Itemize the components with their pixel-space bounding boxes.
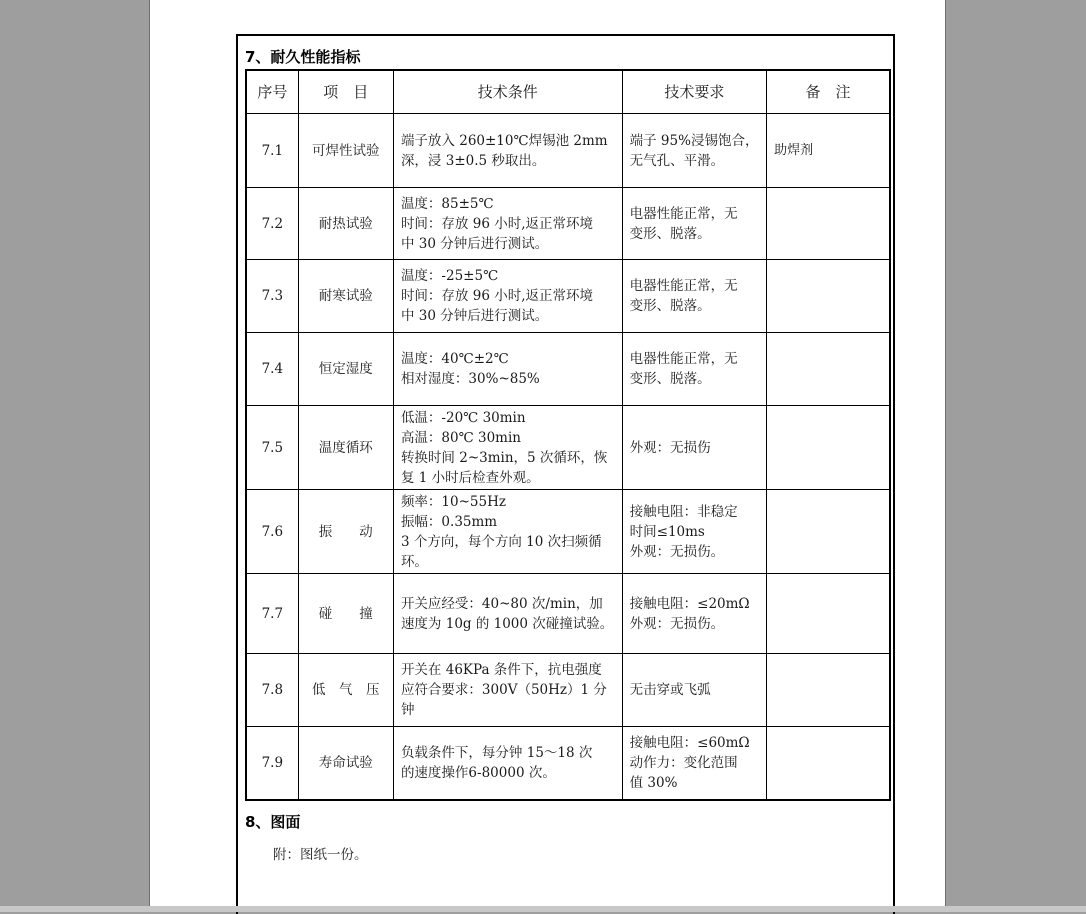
condition-line: 速度为 10g 的 1000 次碰撞试验。 [400, 615, 614, 632]
row-condition [393, 654, 622, 727]
row-requirement [622, 727, 766, 800]
table-header-row [246, 70, 890, 114]
requirement-line: 外观：无损伤。 [629, 615, 725, 632]
row-remark [767, 188, 890, 260]
requirement-line: 变形、脱落。 [629, 371, 711, 387]
requirement-line: 无击穿或飞弧 [629, 682, 711, 698]
row-remark [767, 574, 890, 654]
condition-line: 钟 [400, 702, 415, 718]
row-requirement [622, 188, 766, 260]
row-test-item: 耐寒试验 [298, 260, 393, 333]
condition-line: 低温：-20℃ 30min [400, 409, 526, 426]
row-remark [767, 490, 890, 574]
row-number: 7.6 [246, 490, 298, 574]
requirement-line: 电器性能正常，无 [629, 278, 738, 294]
requirement-line: 外观：无损伤。 [629, 543, 725, 560]
row-number: 7.9 [246, 727, 298, 800]
row-number: 7.3 [246, 260, 298, 333]
row-remark [767, 333, 890, 406]
requirement-line: 端子 95%浸锡饱合， [629, 132, 759, 149]
requirement-line: 电器性能正常，无 [629, 205, 738, 222]
condition-line: 开关应经受：40~80 次/min，加 [400, 595, 603, 612]
requirement-line: 变形、脱落。 [629, 225, 711, 242]
durability-spec-table [245, 69, 891, 801]
condition-line: 温度：40℃±2℃ [400, 351, 509, 367]
condition-line: 开关在 46KPa 条件下，抗电强度 [400, 662, 602, 678]
requirement-line: 接触电阻：≤60mΩ [629, 734, 750, 751]
condition-line: 端子放入 260±10℃焊锡池 2mm [400, 132, 608, 149]
row-requirement [622, 333, 766, 406]
condition-line: 频率：10~55Hz [400, 493, 506, 510]
row-number: 7.8 [246, 654, 298, 727]
row-test-item: 可焊性试验 [298, 114, 393, 188]
row-condition [393, 333, 622, 406]
row-test-item: 低 气 压 [298, 654, 393, 727]
row-test-item: 耐热试验 [298, 188, 393, 260]
row-requirement [622, 260, 766, 333]
header-requirement: 技术要求 [622, 70, 766, 114]
row-number: 7.2 [246, 188, 298, 260]
table-row [246, 260, 890, 333]
table-row [246, 188, 890, 260]
requirement-line: 电器性能正常，无 [629, 351, 738, 367]
viewer-bottom-bar [0, 906, 1086, 912]
condition-line: 转换时间 2~3min，5 次循环，恢 [400, 449, 608, 466]
row-remark [767, 260, 890, 333]
table-row [246, 727, 890, 800]
row-remark: 助焊剂 [767, 114, 890, 188]
row-requirement [622, 574, 766, 654]
table-row [246, 574, 890, 654]
condition-line: 深，浸 3±0.5 秒取出。 [400, 152, 546, 169]
requirement-line: 变形、脱落。 [629, 298, 711, 314]
condition-line: 环。 [400, 553, 428, 570]
condition-line: 振幅：0.35mm [400, 513, 498, 530]
table-row [246, 333, 890, 406]
condition-line: 高温：80℃ 30min [400, 429, 522, 446]
row-requirement [622, 654, 766, 727]
row-condition [393, 490, 622, 574]
header-seq: 序号 [246, 70, 298, 114]
row-condition [393, 406, 622, 490]
condition-line: 中 30 分钟后进行测试。 [400, 308, 549, 324]
table-row [246, 490, 890, 574]
row-remark [767, 727, 890, 800]
section-7-title: 7、耐久性能指标 [245, 48, 361, 66]
row-number: 7.1 [246, 114, 298, 188]
requirement-line: 接触电阻：非稳定 [629, 503, 738, 520]
row-remark [767, 406, 890, 490]
condition-line: 负载条件下，每分钟 15～18 次 [400, 744, 593, 761]
condition-line: 时间：存放 96 小时,返正常环境 [400, 288, 593, 304]
requirement-line: 外观：无损伤 [629, 439, 711, 456]
row-number: 7.7 [246, 574, 298, 654]
table-row [246, 114, 890, 188]
drawing-attachment-note: 附：图纸一份。 [273, 847, 368, 863]
row-test-item: 寿命试验 [298, 727, 393, 800]
row-requirement [622, 406, 766, 490]
row-condition [393, 260, 622, 333]
condition-line: 中 30 分钟后进行测试。 [400, 235, 549, 252]
row-condition [393, 188, 622, 260]
condition-line: 相对湿度：30%~85% [400, 371, 540, 387]
condition-line: 3 个方向，每个方向 10 次扫频循 [400, 533, 602, 550]
requirement-line: 值 30% [629, 774, 678, 791]
table-row [246, 406, 890, 490]
condition-line: 的速度操作6-80000 次。 [400, 764, 556, 781]
row-number: 7.5 [246, 406, 298, 490]
row-number: 7.4 [246, 333, 298, 406]
header-remark: 备 注 [767, 70, 890, 114]
table-row [246, 654, 890, 727]
header-condition: 技术条件 [393, 70, 622, 114]
row-condition [393, 114, 622, 188]
condition-line: 温度：85±5℃ [400, 195, 494, 212]
condition-line: 时间：存放 96 小时,返正常环境 [400, 215, 593, 232]
header-item: 项 目 [298, 70, 393, 114]
requirement-line: 时间≤10ms [629, 523, 705, 540]
row-requirement [622, 490, 766, 574]
section-8-title: 8、图面 [245, 813, 301, 831]
requirement-line: 无气孔、平滑。 [629, 152, 725, 169]
requirement-line: 动作力：变化范围 [629, 754, 738, 771]
condition-line: 复 1 小时后检查外观。 [400, 469, 540, 486]
condition-line: 温度：-25±5℃ [400, 268, 499, 284]
row-test-item: 碰 撞 [298, 574, 393, 654]
row-remark [767, 654, 890, 727]
row-requirement [622, 114, 766, 188]
row-test-item: 温度循环 [298, 406, 393, 490]
document-page [149, 0, 946, 906]
requirement-line: 接触电阻：≤20mΩ [629, 595, 750, 612]
row-test-item: 振 动 [298, 490, 393, 574]
row-condition [393, 574, 622, 654]
row-condition [393, 727, 622, 800]
condition-line: 应符合要求：300V（50Hz）1 分 [400, 682, 607, 698]
row-test-item: 恒定湿度 [298, 333, 393, 406]
